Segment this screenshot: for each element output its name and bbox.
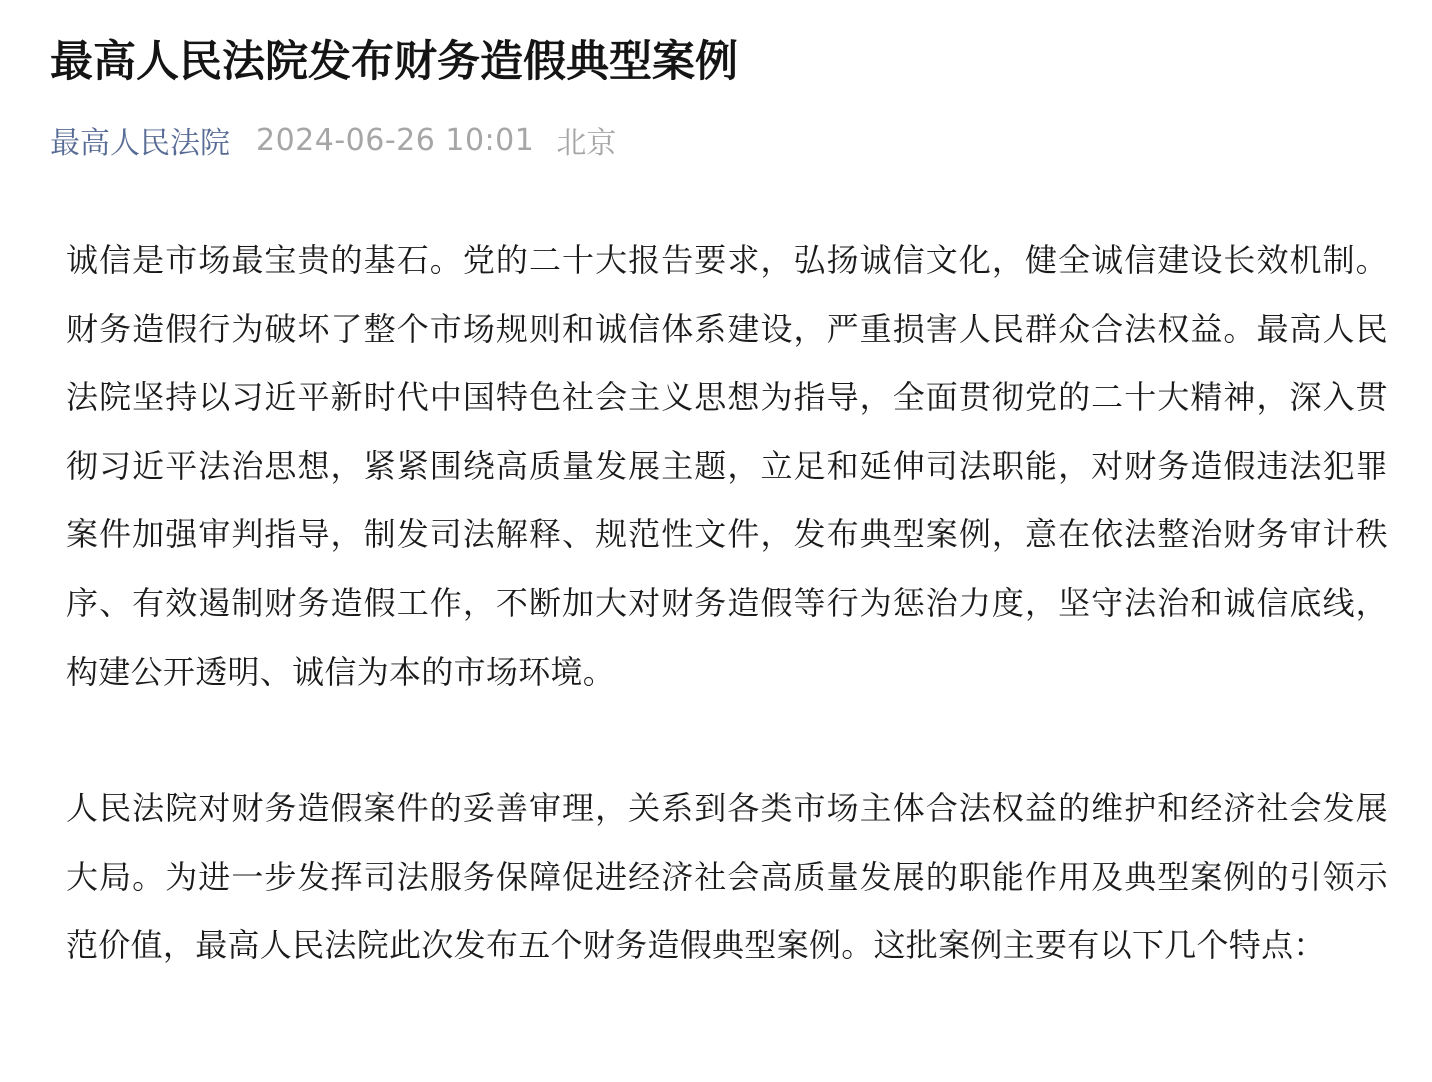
article-title: 最高人民法院发布财务造假典型案例 [50, 37, 738, 87]
paragraph-2: 人民法院对财务造假案件的妥善审理，关系到各类市场主体合法权益的维护和经济社会发展大局。为进一步发挥司法服务保障促进经济社会高质量发展的职能作用及典型案例的引领示范价值，最高人民法院此次发布五个财务造假典型案例。这批案例主要有以下几个特点： [66, 789, 1388, 965]
publish-location: 北京 [556, 126, 617, 161]
publish-datetime: 2024-06-26 10:01 [256, 122, 535, 158]
paragraph-1: 诚信是市场最宝贵的基石。党的二十大报告要求，弘扬诚信文化，健全诚信建设长效机制。财务造假行为破坏了整个市场规则和诚信体系建设，严重损害人民群众合法权益。最高人民法院坚持以习近平新时代中国特色社会主义思想为指导，全面贯彻党的二十大精神，深入贯彻习近平法治思想，紧紧围绕高质量发展主题，立足和延伸司法职能，对财务造假违法犯罪案件加强审判指导，制发司法解释、规范性文件，发布典型案例，意在依法整治财务审计秩序、有效遏制财务造假工作，不断加大对财务造假等行为惩治力度，坚守法治和诚信底线，构建公开透明、诚信为本的市场环境。 [66, 241, 1388, 691]
account-name-link[interactable]: 最高人民法院 [50, 126, 230, 161]
article-body [66, 226, 1388, 980]
article-meta [50, 118, 616, 162]
